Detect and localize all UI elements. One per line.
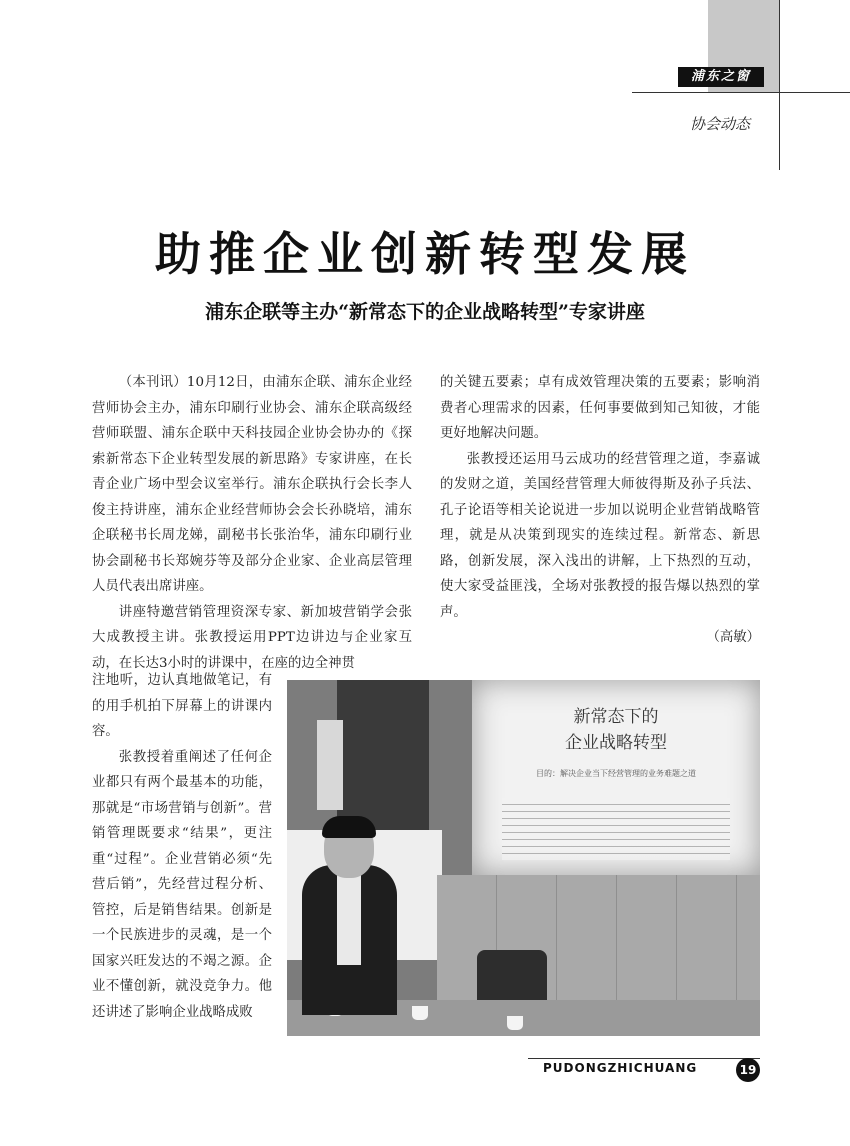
screen-title-line2: 企业战略转型 — [565, 733, 667, 753]
speaker-hair — [322, 816, 376, 838]
screen-subtitle: 目的：解决企业当下经营管理的业务难题之道 — [536, 769, 696, 778]
paragraph-factors: 的关键五要素；卓有成效管理决策的五要素；影响消费者心理需求的因素，任何事要做到知己知彼，才能更好地解决问题。 — [440, 375, 760, 441]
photo-window — [317, 720, 343, 810]
article-author: （高敏） — [706, 630, 760, 645]
page-number: 19 — [736, 1058, 760, 1082]
footer-magazine-name: PUDONGZHICHUANG — [543, 1061, 698, 1075]
header-rule — [632, 92, 850, 93]
header-vertical-rule — [779, 0, 780, 170]
paragraph-speaker-continued: 注地听，边认真地做笔记，有的用手机拍下屏幕上的讲课内容。 — [92, 673, 272, 739]
tea-cup — [412, 1006, 428, 1020]
speaker-shirt — [337, 865, 361, 965]
paragraph-speaker: 讲座特邀营销管理资深专家、新加坡营销学会张大成教授主讲。张教授运用PPT边讲边与企业家互动，在长达3小时的讲课中，在座的边全神贯 — [92, 604, 412, 671]
body-column-left — [92, 370, 412, 676]
magazine-brand: 浦东之窗 — [678, 67, 764, 87]
body-column-narrow — [92, 668, 272, 1025]
article-title: 助推企业创新转型发展 — [155, 227, 695, 281]
projector-screen — [472, 680, 760, 875]
article-subtitle: 浦东企联等主办“新常态下的企业战略转型”专家讲座 — [205, 301, 645, 323]
screen-title-line1: 新常态下的 — [573, 707, 659, 727]
paragraph-conclusion: 张教授还运用马云成功的经营管理之道，李嘉诚的发财之道，美国经营管理大师彼得斯及孙子兵法、孔子论语等相关论说进一步加以说明企业营销战略管理，就是从决策到现实的连续过程。新常态、新思路，创新发展，深入浅出的讲解，上下热烈的互动，使大家受益匪浅，全场对张教授的报告爆以热烈的掌声。 — [440, 451, 760, 620]
footer-rule — [528, 1058, 760, 1059]
screen-text-lines — [502, 798, 730, 860]
lecture-photo — [287, 680, 760, 1036]
section-label: 协会动态 — [690, 115, 751, 133]
tea-cup — [507, 1016, 523, 1030]
body-column-right — [440, 370, 760, 651]
paragraph-intro: （本刊讯）10月12日，由浦东企联、浦东企业经营师协会主办，浦东印刷行业协会、浦东企联高级经营师联盟、浦东企联中天科技园企业协会协办的《探索新常态下企业转型发展的新思路》专家讲座，在长青企业广场中型会议室举行。浦东企联执行会长李人俊主持讲座，浦东企业经营师协会会长孙晓培，浦东企联秘书长周龙娣，副秘书长张治华，浦东印刷行业协会副秘书长郑婉芬等及部分企业家、企业高层管理人员代表出席讲座。 — [92, 375, 412, 594]
paragraph-marketing: 张教授着重阐述了任何企业都只有两个最基本的功能，那就是“市场营销与创新”。营销管理既要求“结果”，更注重“过程”。企业营销必须“先营后销”，先经营过程分析、管控，后是销售结果。创新是一个民族进步的灵魂，是一个国家兴旺发达的不竭之源。企业不懂创新，就没竞争力。他还讲述了影响企业战略成败 — [92, 749, 272, 1020]
